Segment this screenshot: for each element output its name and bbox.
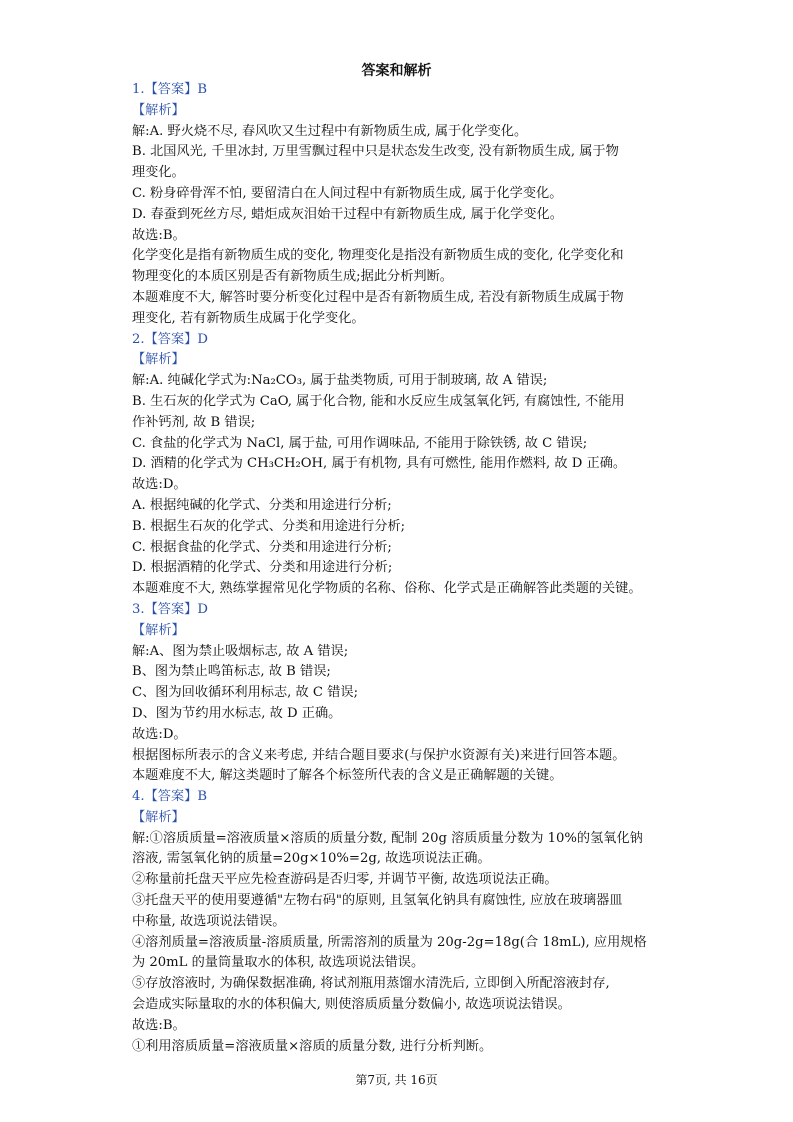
text-line: 理变化, 若有新物质生成属于化学变化。 [132,310,365,326]
text-line: 故选:B。 [132,227,186,243]
text-line: 中称量, 故选项说法错误。 [132,913,286,929]
text-line: 解:A. 纯碱化学式为:Na₂CO₃, 属于盐类物质, 可用于制玻璃, 故 A 错误; [132,373,548,389]
text-line: B. 北国风光, 千里冰封, 万里雪飘过程中只是状态发生改变, 没有新物质生成, 属于物 [132,144,619,160]
section-label: 【解析】 [132,622,185,638]
text-line: 本题难度不大, 熟练掌握常见化学物质的名称、俗称、化学式是正确解答此类题的关键。 [132,581,642,597]
text-line: A. 根据纯碱的化学式、分类和用途进行分析; [132,497,392,513]
section-label: 1.【答案】B [132,82,208,97]
text-line: D. 春蚕到死丝方尽, 蜡炬成灰泪始干过程中有新物质生成, 属于化学变化。 [132,206,563,222]
text-line: 化学变化是指有新物质生成的变化, 物理变化是指没有新物质生成的变化, 化学变化和 [132,248,624,264]
text-line: C、图为回收循环利用标志, 故 C 错误; [132,685,359,701]
text-line: ②称量前托盘天平应先检查游码是否归零, 并调节平衡, 故选项说法正确。 [132,872,558,888]
text-line: 会造成实际量取的水的体积偏大, 则使溶质质量分数偏小, 故选项说法错误。 [132,997,571,1013]
text-line: 物理变化的本质区别是否有新物质生成;据此分析判断。 [132,269,453,285]
text-line: 理变化。 [132,165,185,181]
text-line: C. 根据食盐的化学式、分类和用途进行分析; [132,539,392,555]
section-label: 【解析】 [132,102,185,118]
text-line: 根据图标所表示的含义来考虑, 并结合题目要求(与保护水资源有关)来进行回答本题。 [132,747,626,763]
page-title: 答案和解析 [361,63,432,79]
text-line: 解:①溶质质量=溶液质量×溶质的质量分数, 配制 20g 溶质质量分数为 10%的氢氧化钠 [132,830,643,846]
text-line: D. 酒精的化学式为 CH₃CH₂OH, 属于有机物, 具有可燃性, 能用作燃料, 故 D 正确。 [132,456,627,472]
text-line: ⑤存放溶液时, 为确保数据准确, 将试剂瓶用蒸馏水清洗后, 立即倒入所配溶液封存, [132,976,610,992]
text-line: 本题难度不大, 解答时要分析变化过程中是否有新物质生成, 若没有新物质生成属于物 [132,289,624,305]
text-line: ④溶剂质量=溶液质量-溶质质量, 所需溶剂的质量为 20g-2g=18g(合 18mL), 应用规格 [132,934,647,950]
text-line: ③托盘天平的使用要遵循"左物右码"的原则, 且氢氧化钠具有腐蚀性, 应放在玻璃器皿 [132,893,623,909]
text-line: 为 20mL 的量筒量取水的体积, 故选项说法错误。 [132,955,425,971]
text-line: 作补钙剂, 故 B 错误; [132,414,256,430]
section-label: 4.【答案】B [132,789,208,805]
text-line: B、图为禁止鸣笛标志, 故 B 错误; [132,664,331,680]
section-label: 【解析】 [132,809,185,825]
section-label: 3.【答案】D [132,601,208,617]
text-line: C. 粉身碎骨浑不怕, 要留清白在人间过程中有新物质生成, 属于化学变化。 [132,185,563,201]
text-line: 解:A. 野火烧不尽, 春风吹又生过程中有新物质生成, 属于化学变化。 [132,123,528,139]
text-line: D、图为节约用水标志, 故 D 正确。 [132,705,342,721]
text-line: 本题难度不大, 解这类题时了解各个标签所代表的含义是正确解题的关键。 [132,768,563,784]
text-line: 解:A、图为禁止吸烟标志, 故 A 错误; [132,643,349,659]
text-line: 溶液, 需氢氧化钠的质量=20g×10%=2g, 故选项说法正确。 [132,851,491,867]
text-line: ①利用溶质质量=溶液质量×溶质的质量分数, 进行分析判断。 [132,1038,493,1054]
section-label: 2.【答案】D [132,331,208,347]
text-line: 故选:B。 [132,1017,186,1033]
section-label: 【解析】 [132,352,185,368]
text-line: D. 根据酒精的化学式、分类和用途进行分析; [132,560,393,576]
page-footer: 第7页, 共 16页 [355,1073,438,1087]
text-line: B. 根据生石灰的化学式、分类和用途进行分析; [132,518,406,534]
text-line: 故选:D。 [132,726,187,742]
text-line: C. 食盐的化学式为 NaCl, 属于盐, 可用作调味品, 不能用于除铁锈, 故 C 错误; [132,435,588,451]
text-line: B. 生石灰的化学式为 CaO, 属于化合物, 能和水反应生成氢氧化钙, 有腐蚀性, 不能用 [132,393,625,409]
text-line: 故选:D。 [132,477,187,493]
answer-content [132,80,662,1057]
